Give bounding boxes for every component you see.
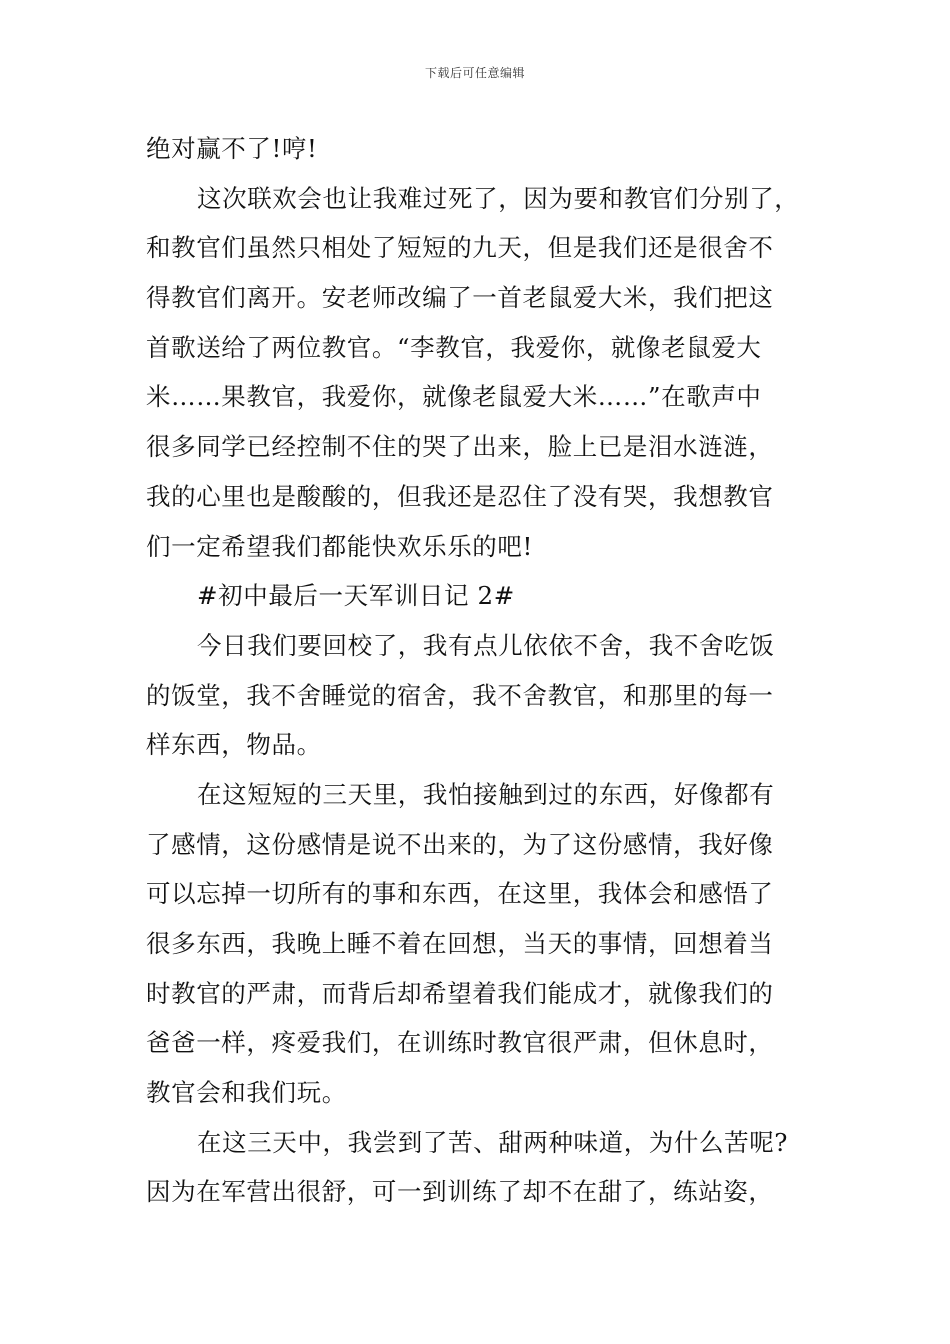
text-line: 很多同学已经控制不住的哭了出来，脸上已是泪水涟涟， — [146, 432, 774, 462]
text-line: 的饭堂，我不舍睡觉的宿舍，我不舍教官，和那里的每一 — [146, 680, 774, 710]
text-line: 今日我们要回校了，我有点儿依依不舍，我不舍吃饭 — [197, 630, 775, 660]
text-line: 我的心里也是酸酸的，但我还是忍住了没有哭，我想教官 — [146, 481, 774, 511]
text-line: 们一定希望我们都能快欢乐乐的吧! — [146, 531, 533, 561]
text-line: 样东西，物品。 — [146, 730, 322, 760]
text-line: 首歌送给了两位教官。“李教官，我爱你，就像老鼠爱大 — [146, 332, 762, 362]
text-line: 和教官们虽然只相处了短短的九天，但是我们还是很舍不 — [146, 233, 774, 263]
text-line: 在这短短的三天里，我怕接触到过的东西，好像都有 — [197, 779, 775, 809]
text-line: 了感情，这份感情是说不出来的，为了这份感情，我好像 — [146, 829, 774, 859]
text-line: 时教官的严肃，而背后却希望着我们能成才，就像我们的 — [146, 978, 774, 1008]
section-heading: #初中最后一天军训日记 2# — [197, 581, 515, 611]
text-line: 可以忘掉一切所有的事和东西，在这里，我体会和感悟了 — [146, 879, 774, 909]
page-header: 下载后可任意编辑 — [424, 66, 525, 80]
text-line: 很多东西，我晚上睡不着在回想，当天的事情，回想着当 — [146, 929, 774, 958]
text-line: 爸爸一样，疼爱我们，在训练时教官很严肃，但休息时， — [146, 1028, 774, 1058]
text-line: 这次联欢会也让我难过死了，因为要和教官们分别了， — [197, 183, 800, 213]
document-body — [146, 124, 826, 1217]
text-line: 绝对赢不了!哼! — [146, 134, 318, 163]
text-line: 因为在军营出很舒，可一到训练了却不在甜了，练站姿， — [146, 1177, 774, 1207]
text-line: 米……果教官，我爱你，就像老鼠爱大米……”在歌声中 — [146, 382, 762, 412]
text-line: 在这三天中，我尝到了苦、甜两种味道，为什么苦呢? — [197, 1127, 789, 1157]
text-line: 教官会和我们玩。 — [146, 1078, 347, 1108]
text-line: 得教官们离开。安老师改编了一首老鼠爱大米，我们把这 — [146, 283, 774, 313]
